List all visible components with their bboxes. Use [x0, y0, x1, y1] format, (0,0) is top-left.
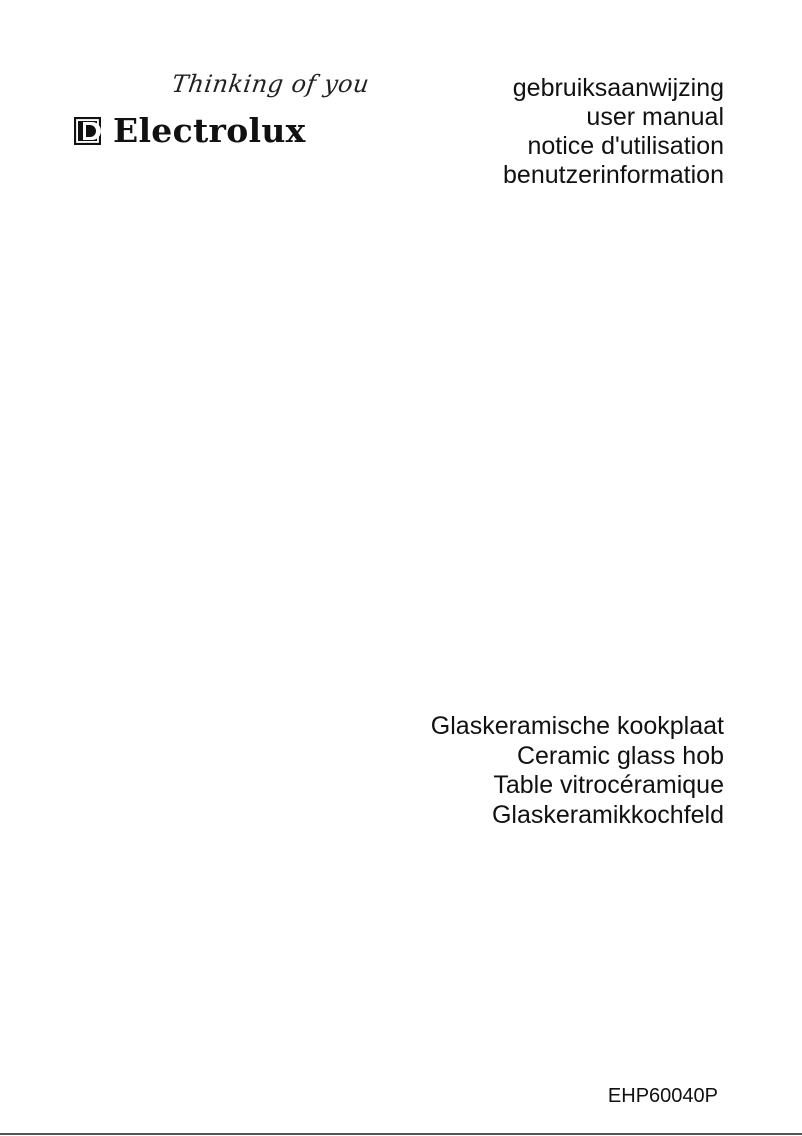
product-name: Ceramic glass hob	[516, 741, 724, 770]
brand-logo	[74, 70, 374, 160]
language-label: benutzerinformation	[503, 161, 724, 189]
electrolux-logo-icon	[74, 117, 101, 145]
language-label: notice d'utilisation	[527, 132, 724, 160]
product-name: Table vitrocéramique	[493, 771, 724, 799]
language-label: user manual	[586, 103, 724, 131]
brand-wordmark	[74, 111, 306, 150]
brand-name: Electrolux	[113, 111, 306, 150]
product-name: Glaskeramikkochfeld	[491, 800, 724, 829]
model-number: EHP60040P	[607, 1085, 718, 1107]
bottom-divider	[0, 1133, 802, 1135]
product-name: Glaskeramische kookplaat	[430, 712, 724, 740]
product-names	[431, 712, 724, 830]
language-label: gebruiksaanwijzing	[512, 74, 724, 102]
manual-languages	[503, 74, 724, 190]
brand-tagline: Thinking of you	[170, 70, 372, 98]
